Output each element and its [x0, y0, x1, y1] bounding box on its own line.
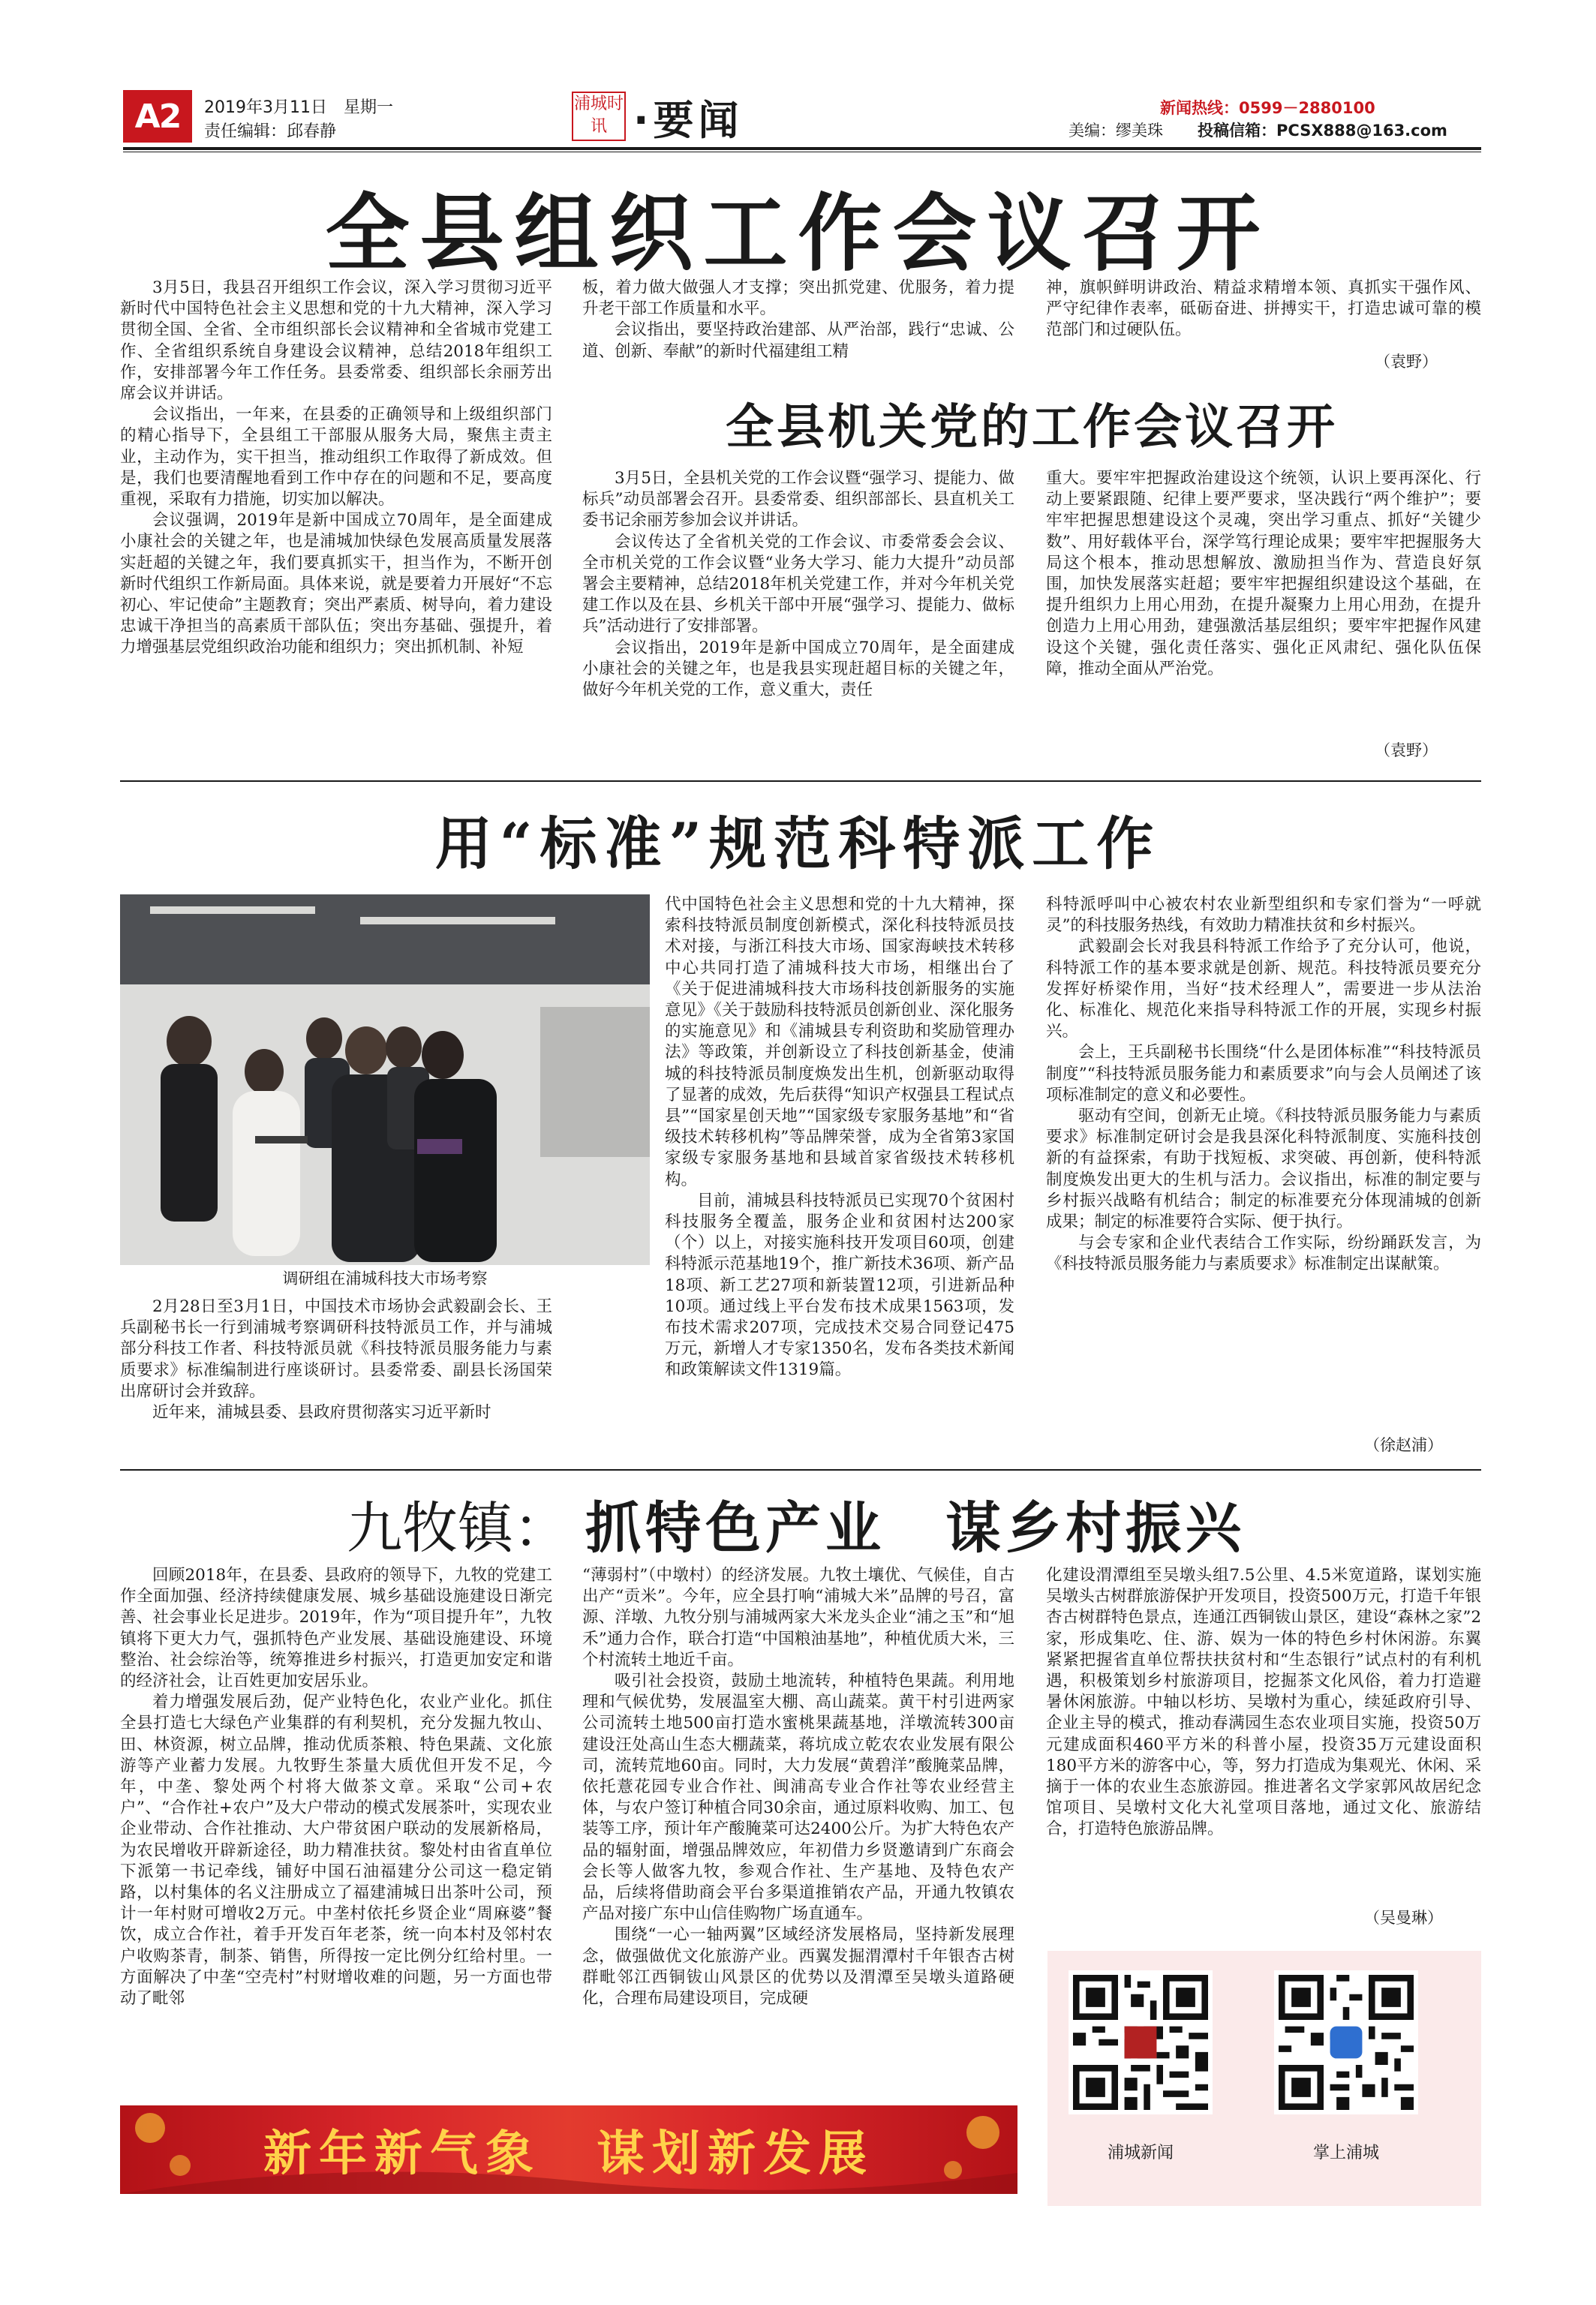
article2-col2 [1046, 468, 1481, 744]
article4-col2-para3: 围绕“一心一轴两翼”区域经济发展格局，坚持新发展理念，做强做优文化旅游产业。西翼发掘渭潭村千年银杏古树群毗邻江西铜钹山风景区的优势以及渭潭至吴墩头道路硬化，合理布局建设项目，完成硬 [582, 1925, 1014, 2009]
article4-col1 [120, 1565, 552, 2092]
article1-col1 [120, 278, 552, 770]
article1-headline: 全县组织工作会议召开 [325, 185, 1271, 283]
article1-byline: （袁野） [1375, 353, 1438, 371]
article4-headline: 抓特色产业 谋乡村振兴 [585, 1496, 1246, 1561]
divider-2 [120, 1469, 1481, 1471]
art-editor: 美编：缪美珠 [1069, 122, 1163, 140]
photo-caption: 调研组在浦城科技大市场考察 [282, 1270, 488, 1288]
qr-icon-right [1279, 1975, 1414, 2110]
article2-col1-para1: 3月5日，全县机关党的工作会议暨“强学习、提能力、做标兵”动员部署会召开。县委常委、组织部部长、县直机关工委书记余丽芳参加会议并讲话。 [582, 469, 1014, 530]
qr-code-pucheng-app[interactable] [1274, 1970, 1418, 2114]
article4-col3 [1046, 1565, 1481, 1910]
article3-col3-para2: 武毅副会长对我县科特派工作给予了充分认可，他说，科特派工作的基本要求就是创新、规范。科技特派员要充分发挥好桥梁作用，当好“技术经理人”，需要进一步从法治化、标准化、规范化来指导科特派工作的开展，实现乡村振兴。 [1046, 937, 1481, 1041]
article4-col2-para1: “薄弱村”（中墩村）的经济发展。九牧土壤优、气候佳，自古出产“贡米”。今年，应全县打响“浦城大米”品牌的号召，富源、洋墩、九牧分别与浦城两家大米龙头企业“浦之玉”和“旭禾”通力合作，联合打造“中国粮油基地”，种植优质大米，三个村流转土地近千亩。 [582, 1566, 1014, 1669]
article1-col2-para1: 板，着力做大做强人才支撑；突出抓党建、优服务，着力提升老干部工作质量和水平。 [582, 278, 1014, 319]
article4-col2-para2: 吸引社会投资，鼓励土地流转，种植特色果蔬。利用地理和气候优势，发展温室大棚、高山蔬菜。黄干村引进两家公司流转土地500亩打造水蜜桃果蔬基地，洋墩流转300亩建设汪处高山生态大棚蔬菜，蒋坑成立乾农农业发展有限公司，流转荒地60亩。同时，大力发展“黄碧洋”酸腌菜品牌，依托薏花园专业合作社、闽浦高专业合作社等农业经营主体，与农户签订种植合同30余亩，通过原料收购、加工、包装等工序，预计年产酸腌菜可达2400公斤。为扩大特色农产品的辐射面，增强品牌效应，年初借力乡贤邀请到广东商会会长等人做客九牧，参观合作社、生产基地、及特色农产品，后续将借助商会平台多渠道推销农产品，开通九牧镇农产品对接广东中山信佳购物广场直通车。 [582, 1672, 1014, 1924]
article3-headline: 用“标准”规范科特派工作 [434, 810, 1162, 877]
responsible-editor: 责任编辑：邱春静 [204, 122, 337, 141]
article3-col2-para1: 代中国特色社会主义思想和党的十九大精神，探索科技特派员制度创新模式，深化科技特派员技术对接，与浙江科技大市场、国家海峡技术转移中心共同打造了浦城科技大市场，相继出台了《关于促进浦城科技大市场科技创新服务的实施意见》《关于鼓励科技特派员创新创业、深化服务的实施意见》和《浦城县专利资助和奖励管理办法》等政策，并创新设立了科技创新基金，使浦城的科技特派员制度焕发出生机，创新驱动取得了显著的成效，先后获得“知识产权强县工程试点县”“国家星创天地”“国家级专家服务基地”和“省级技术转移机构”等品牌荣誉，成为全省第3家国家级专家服务基地和县域首家省级技术转移机构。 [665, 895, 1014, 1189]
article4-col1-para2: 着力增强发展后劲，促产业特色化，农业产业化。抓住全县打造七大绿色产业集群的有利契机，充分发掘九牧山、田、林资源，树立品牌，推动优质茶粮、特色果蔬、文化旅游等产业蓄力发展。九牧野生茶量大质优但开发不足，今年，中垄、黎处两个村将大做茶文章。采取“公司+农户”、“合作社+农户”及大户带动的模式发展茶叶，实现农业企业带动、合作社推动、大户带贫困户联动的发展新格局，为农民增收开辟新途径，助力精准扶贫。黎处村由省直单位下派第一书记牵线，铺好中国石油福建分公司这一稳定销路，以村集体的名义注册成立了福建浦城日出茶叶公司，预计一年村财可增收2万元。中垄村依托乡贤企业“周麻婆”餐饮，成立合作社，着手开发百年老茶，统一向本村及邻村农户收购茶青，制茶、销售，所得按一定比例分红给村里。一方面解决了中垄“空壳村”村财增收难的问题，另一方面也带动了毗邻 [120, 1693, 552, 2009]
article1-col3 [1046, 278, 1481, 350]
article2-col1-para2: 会议传达了全省机关党的工作会议、市委常委会会议、全市机关党的工作会议暨“业务大学习、能力大提升”动员部署会主要精神，总结2018年机关党建工作，并对今年机关党建工作以及在县、乡机关干部中开展“强学习、提能力、做标兵”活动进行了安排部署。 [582, 532, 1014, 636]
banner-slogan: 新年新气象 谋划新发展 [263, 2126, 874, 2182]
article3-col1-para1: 2月28日至3月1日，中国技术市场协会武毅副会长、王兵副秘书长一行到浦城考察调研科技特派员工作，并与浦城部分科技工作者、科技特派员就《科技特派员服务能力与素质要求》标准编制进行座谈研讨。县委常委、副县长汤国荣出席研讨会并致辞。 [120, 1297, 552, 1401]
article2-col1 [582, 468, 1014, 765]
section-title: ·要闻 [633, 97, 744, 144]
article3-col2-para2: 目前，浦城县科技特派员已实现70个贫困村科技服务全覆盖，服务企业和贫困村达200家（个）以上，对接实施科技开发项目60项，创建科特派示范基地19个，推广新技术36项、新产品18项、新工艺27项和新装置12项，引进新品种10项。通过线上平台发布技术成果1563项，发布技术需求207项，完成技术交易合同登记475万元，新增人才专家1350名，发布各类技术新闻和政策解读文件1319篇。 [665, 1191, 1014, 1380]
news-photo-illustration [120, 894, 650, 1265]
issue-date: 2019年3月11日 星期一 [204, 98, 393, 117]
article4-col3-para1: 化建设渭潭组至吴墩头组7.5公里、4.5米宽道路，谋划实施吴墩头古树群旅游保护开发项目，投资500万元，打造千年银杏古树群特色景点，连通江西铜钹山景区，建设“森林之家”2家，形成集吃、住、游、娱为一体的特色乡村休闲游。东翼紧紧把握省直单位帮扶扶贫村和“生态银行”试点村的有利机遇，积极策划乡村旅游项目，挖掘茶文化风俗，着力打造避暑休闲旅游。中轴以杉坊、吴墩村为重心，续延政府引导、企业主导的模式，推动春满园生态农业项目实施，投资50万元建成面积460平方米的科普小屋，投资35万元建设面积180平方米的游客中心，等，努力打造成为集观光、休闲、采摘于一体的农业生态旅游园。推进著名文学家郭风故居纪念馆项目、吴墩村文化大礼堂项目落地，通过文化、旅游结合，打造特色旅游品牌。 [1046, 1566, 1481, 1839]
qr-label-left: 浦城新闻 [1107, 2144, 1174, 2162]
article3-col2 [665, 894, 1014, 1459]
article1-col3-para1: 神，旗帜鲜明讲政治、精益求精增本领、真抓实干强作风、严守纪律作表率，砥砺奋进、拼搏实干，打造忠诚可靠的模范部门和过硬队伍。 [1046, 278, 1481, 340]
article3-col3 [1046, 894, 1481, 1433]
newspaper-logo [572, 92, 626, 141]
article3-col3-para1: 科特派呼叫中心被农村农业新型组织和专家们誉为“一呼就灵”的科技服务热线，有效助力精准扶贫和乡村振兴。 [1046, 895, 1481, 936]
article2-headline: 全县机关党的工作会议召开 [726, 399, 1338, 455]
qr-label-right: 掌上浦城 [1312, 2144, 1379, 2162]
article3-col3-para5: 与会专家和企业代表结合工作实际，纷纷踊跃发言，为《科技特派员服务能力与素质要求》标准制定出谋献策。 [1046, 1234, 1481, 1274]
submission-email[interactable]: 投稿信箱：PCSX888@163.com [1198, 122, 1447, 140]
article4-col1-para1: 回顾2018年，在县委、县政府的领导下，九牧的党建工作全面加强、经济持续健康发展、城乡基础设施建设日渐完善、社会事业长足进步。2019年，作为“项目提升年”，九牧镇将下更大力气，强抓特色产业发展、基础设施建设、环境整治、社会综治等，统筹推进乡村振兴，打造更加安定和谐的经济社会，让百姓更加安居乐业。 [120, 1566, 552, 1691]
divider-1 [120, 780, 1481, 782]
article4-headline-prefix: 九牧镇： [347, 1496, 569, 1561]
page-number-badge: A2 [123, 90, 192, 143]
article2-col1-para3: 会议指出，2019年是新中国成立70周年，是全面建成小康社会的关键之年，也是我县实现赶超目标的关键之年，做好今年机关党的工作，意义重大，责任 [582, 638, 1014, 700]
article1-col1-para2: 会议指出，一年来，在县委的正确领导和上级组织部门的精心指导下，全县组工干部服从服务大局，聚焦主责主业，主动作为，实干担当，推动组织工作取得了新成效。但是，我们也要清醒地看到工作中存在的问题和不足，要高度重视，采取有力措施，切实加以解决。 [120, 405, 552, 509]
header-rule [123, 147, 1481, 150]
article3-col3-para3: 会上，王兵副秘书长围绕“什么是团体标准”“科技特派员制度”“科技特派员服务能力和素质要求”向与会人员阐述了该项标准制定的意义和必要性。 [1046, 1043, 1481, 1104]
news-photo [120, 894, 650, 1265]
article4-byline: （吴曼琳） [1364, 1909, 1443, 1927]
new-year-banner [120, 2105, 1017, 2194]
qr-code-panel [1047, 1951, 1481, 2206]
article3-col1-para2: 近年来，浦城县委、县政府贯彻落实习近平新时 [152, 1403, 491, 1423]
article3-col1 [120, 1297, 552, 1456]
article3-byline: （徐赵浦） [1364, 1436, 1443, 1454]
article1-col2 [582, 278, 1014, 371]
newspaper-logo-text: 浦城时讯 [573, 95, 624, 136]
article4-col2 [582, 1565, 1014, 2092]
article2-col2-para1: 重大。要牢牢把握政治建设这个统领，认识上要再深化、行动上要紧跟随、纪律上要严要求，坚决践行“两个维护”；要牢牢把握思想建设这个灵魂，突出学习重点、抓好“关键少数”、用好载体平台，深学笃行理论成果；要牢牢把握服务大局这个根本，推动思想解放、激励担当作为、营造良好氛围，加快发展落实赶超；要牢牢把握组织建设这个基础，在提升组织力上用心用劲，在提升凝聚力上用心用劲，在提升创造力上用心用劲，建强激活基层组织；要牢牢把握作风建设这个关键，强化责任落实、强化正风肃纪、强化队伍保障，推动全面从严治党。 [1046, 469, 1481, 678]
qr-code-pucheng-news[interactable] [1069, 1970, 1213, 2114]
news-hotline: 新闻热线：0599－2880100 [1160, 99, 1375, 117]
qr-icon-left [1073, 1975, 1208, 2110]
article1-col1-para3: 会议强调，2019年是新中国成立70周年，是全面建成小康社会的关键之年，也是浦城加快绿色发展高质量发展落实赶超的关键之年，我们要真抓实干，担当作为，不断开创新时代组织工作新局面。具体来说，就是要着力开展好“不忘初心、牢记使命”主题教育；突出严素质、树导向，着力建设忠诚干净担当的高素质干部队伍；突出夯基础、强提升，着力增强基层党组织政治功能和组织力；突出抓机制、补短 [120, 511, 552, 657]
article1-col2-para2: 会议指出，要坚持政治建部、从严治部，践行“忠诚、公道、创新、奉献”的新时代福建组工精 [582, 320, 1014, 361]
article3-col3-para4: 驱动有空间，创新无止境。《科技特派员服务能力与素质要求》标准制定研讨会是我县深化科特派制度、实施科技创新的有益探索，有助于找短板、求突破、再创新，使科特派制度焕发出更大的生机与活力。会议指出，标准的制定要与乡村振兴战略有机结合；制定的标准要充分体现浦城的创新成果；制定的标准要符合实际、便于执行。 [1046, 1107, 1481, 1232]
article1-col1-para1: 3月5日，我县召开组织工作会议，深入学习贯彻习近平新时代中国特色社会主义思想和党的十九大精神，深入学习贯彻全国、全省、全市组织部长会议精神和全省城市党建工作、全省组织系统自身建设会议精神，总结2018年组织工作，安排部署今年工作任务。县委常委、组织部长余丽芳出席会议并讲话。 [120, 278, 552, 404]
article2-byline: （袁野） [1375, 741, 1438, 759]
